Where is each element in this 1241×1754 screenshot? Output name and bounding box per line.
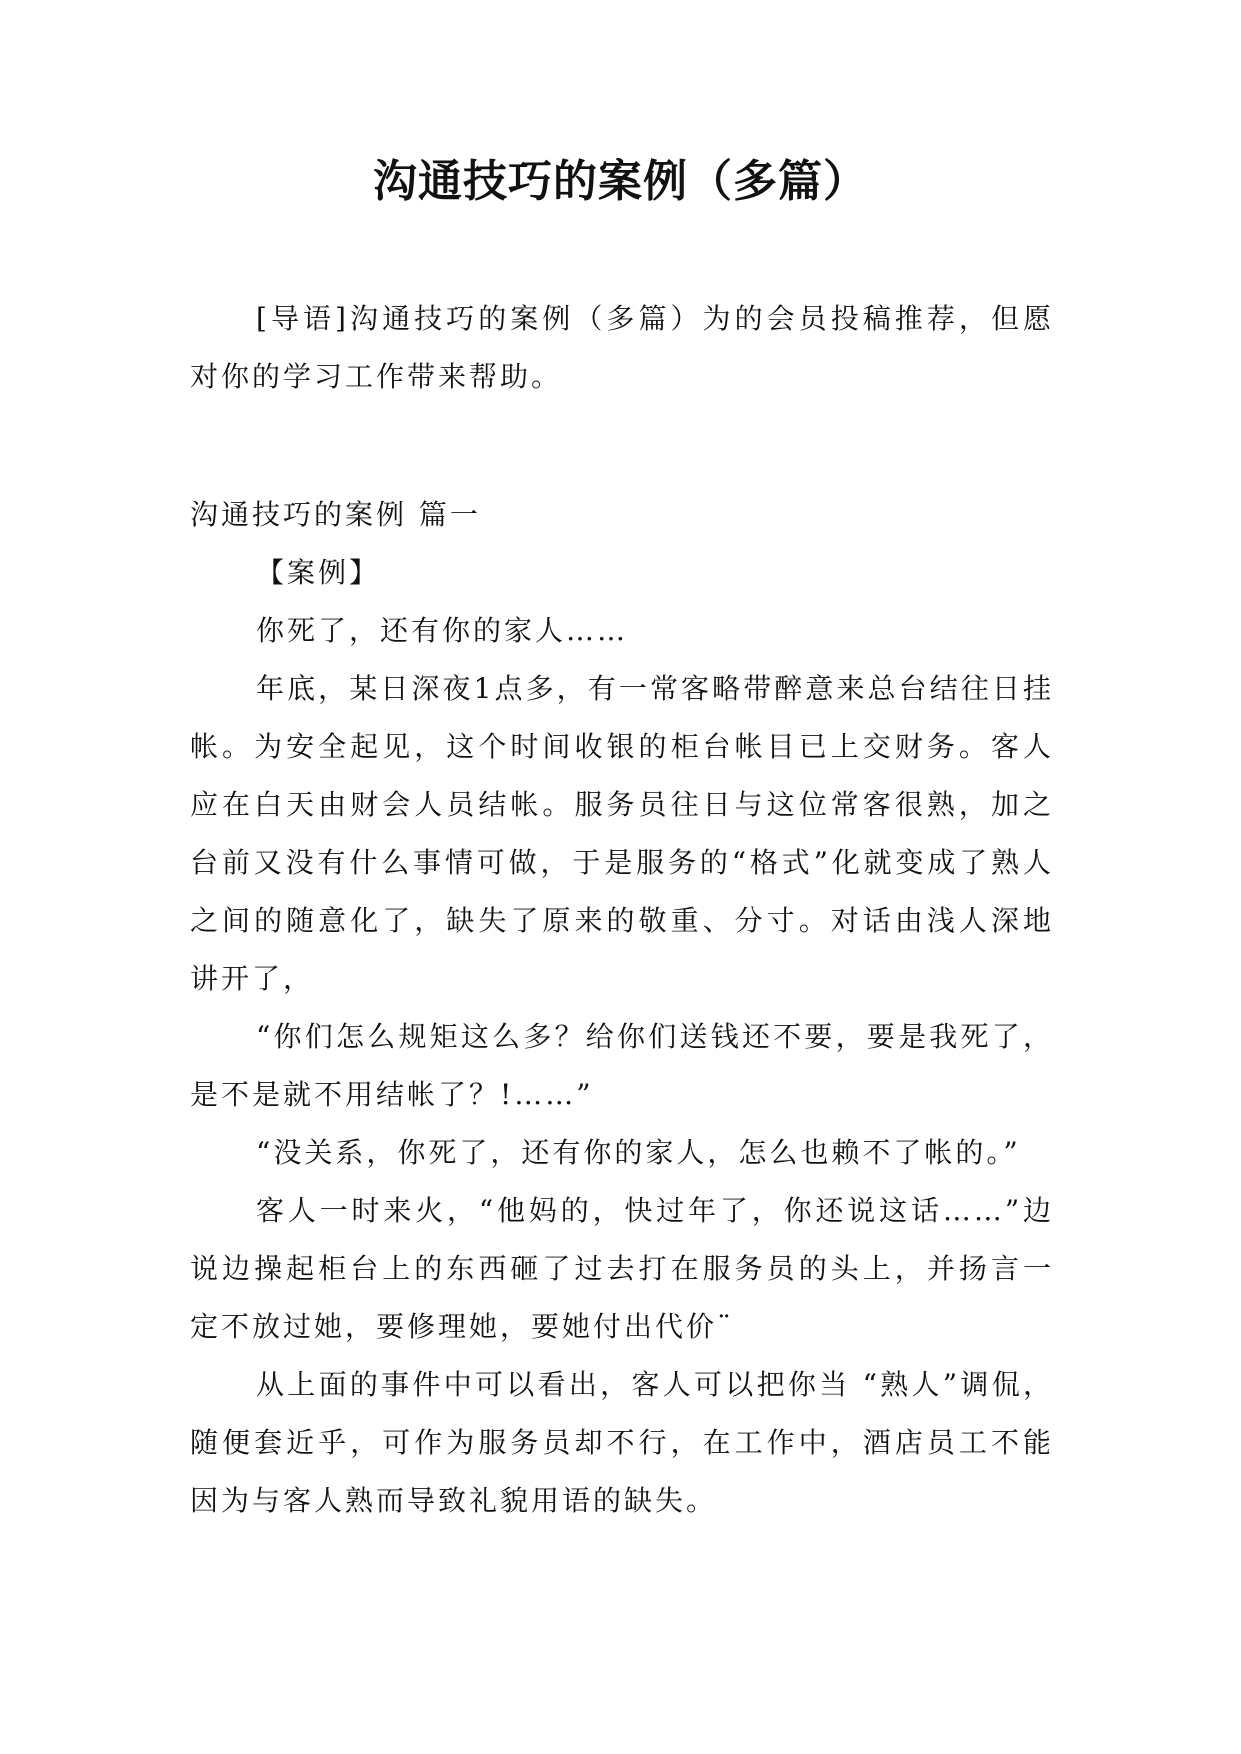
intro-paragraph: [导语]沟通技巧的案例（多篇）为的会员投稿推荐，但愿对你的学习工作带来帮助。 <box>190 302 1054 393</box>
document-title: 沟通技巧的案例（多篇） <box>373 156 868 207</box>
document-body <box>190 290 1054 1530</box>
body-paragraph: 年底，某日深夜1点多，有一常客略带醉意来总台结往日挂帐。为安全起见，这个时间收银的柜台帐目已上交财务。客人应在白天由财会人员结帐。服务员往日与这位常客很熟，加之台前又没有什么事情可做，于是服务的“格式”化就变成了熟人之间的随意化了，缺失了原来的敬重、分寸。对话由浅人深地讲开了， <box>190 672 1054 995</box>
case-subtitle: 你死了，还有你的家人…… <box>256 614 629 647</box>
case-label: 【案例】 <box>256 556 381 589</box>
body-paragraph: “没关系，你死了，还有你的家人，怎么也赖不了帐的。” <box>256 1136 1021 1169</box>
section-spacer <box>190 406 1054 486</box>
body-paragraph: 客人一时来火，“他妈的，快过年了，你还说这话……”边说边操起柜台上的东西砸了过去打在服务员的头上，并扬言一定不放过她，要修理她，要她付出代价¨ <box>190 1194 1054 1343</box>
body-paragraph: 从上面的事件中可以看出，客人可以把你当 “熟人”调侃，随便套近乎，可作为服务员却不行，在工作中，酒店员工不能因为与客人熟而导致礼貌用语的缺失。 <box>190 1368 1054 1517</box>
body-paragraph: “你们怎么规矩这么多？给你们送钱还不要，要是我死了，是不是就不用结帐了？!……” <box>190 1020 1054 1111</box>
section-heading: 沟通技巧的案例 篇一 <box>190 498 481 531</box>
